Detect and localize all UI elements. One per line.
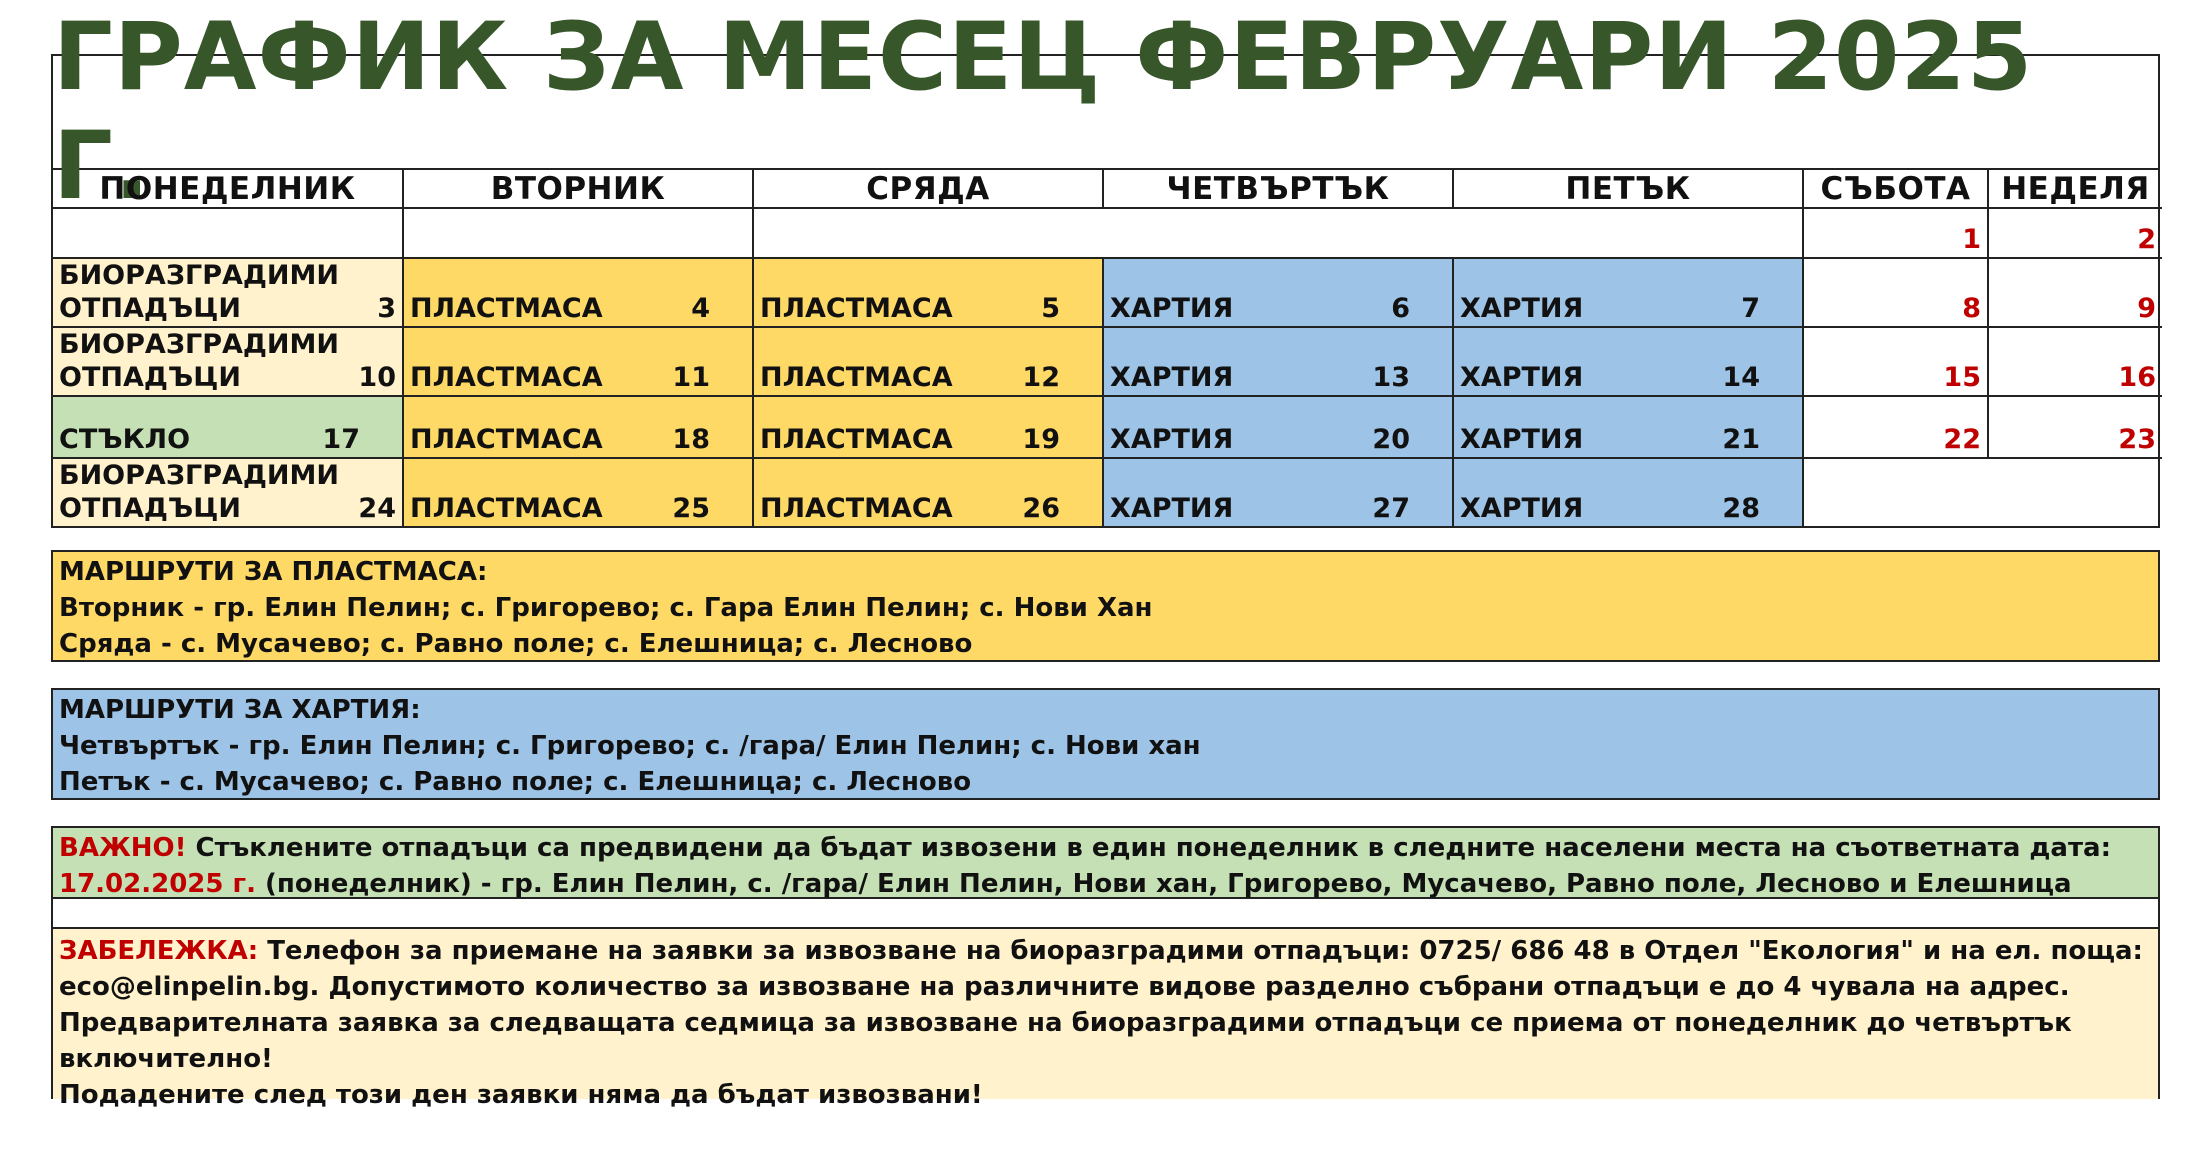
- day-number: 4: [691, 293, 710, 324]
- day-number: 6: [1391, 293, 1410, 324]
- plastic-route-tuesday: Вторник - гр. Елин Пелин; с. Григорево; с. Гара Елин Пелин; с. Нови Хан: [59, 593, 1153, 623]
- empty-day-cell: [753, 208, 1803, 258]
- day-cell-biowaste: [53, 327, 403, 396]
- waste-type-label: ХАРТИЯ: [1460, 424, 1584, 455]
- day-cell-plastic: [753, 258, 1103, 327]
- empty-day-cell: [403, 208, 753, 258]
- waste-type-label: ХАРТИЯ: [1110, 424, 1234, 455]
- remark: [53, 929, 2158, 1117]
- day-cell-biowaste: [53, 458, 403, 526]
- waste-type-label: ПЛАСТМАСА: [760, 493, 953, 524]
- day-cell-saturday: [1803, 258, 1988, 327]
- waste-type-label: ПЛАСТМАСА: [760, 424, 953, 455]
- day-cell-plastic: [753, 396, 1103, 458]
- empty-day-cell: [1803, 458, 2162, 526]
- waste-type-label: ПЛАСТМАСА: [760, 293, 953, 324]
- waste-type-label: ХАРТИЯ: [1110, 293, 1234, 324]
- day-number: 25: [672, 493, 710, 524]
- day-cell-saturday: [1803, 396, 1988, 458]
- day-cell-sunday: [1988, 208, 2162, 258]
- plastic-route-wednesday: Сряда - с. Мусачево; с. Равно поле; с. Елешница; с. Лесново: [59, 629, 973, 659]
- day-cell-paper: [1453, 258, 1803, 327]
- day-number: 7: [1741, 293, 1760, 324]
- day-number: 21: [1722, 424, 1760, 455]
- day-number: 11: [672, 362, 710, 393]
- day-number: 1: [1962, 224, 1981, 255]
- day-cell-glass: [53, 396, 403, 458]
- waste-type-label: ПЛАСТМАСА: [760, 362, 953, 393]
- day-cell-saturday: [1803, 327, 1988, 396]
- plastic-routes-heading: МАРШРУТИ ЗА ПЛАСТМАСА:: [59, 557, 488, 587]
- day-number: 13: [1372, 362, 1410, 393]
- day-number: 22: [1943, 424, 1981, 455]
- plastic-routes-box: [51, 550, 2160, 662]
- day-number: 28: [1722, 493, 1760, 524]
- waste-type-label: ХАРТИЯ: [1460, 362, 1584, 393]
- day-number: 16: [2118, 362, 2156, 393]
- waste-type-label: БИОРАЗГРАДИМИ ОТПАДЪЦИ: [59, 260, 339, 324]
- remark-line-1: Телефон за приемане на заявки за извозване на биоразградими отпадъци: 0725/ 686 48 в Отдел "Екология" и на ел. поща:: [258, 936, 2143, 966]
- day-number: 17: [322, 424, 360, 455]
- waste-type-label: ПЛАСТМАСА: [410, 493, 603, 524]
- day-header-thursday: ЧЕТВЪРТЪК: [1103, 170, 1453, 208]
- day-number: 8: [1962, 293, 1981, 324]
- remark-label: ЗАБЕЛЕЖКА:: [59, 936, 259, 966]
- day-cell-plastic: [403, 327, 753, 396]
- day-header-monday: ПОНЕДЕЛНИК: [53, 170, 403, 208]
- week-row-3: [53, 396, 2162, 458]
- calendar-table: [53, 170, 2162, 526]
- paper-routes-box: [51, 688, 2160, 800]
- day-cell-paper: [1103, 458, 1453, 526]
- waste-type-label: ХАРТИЯ: [1460, 493, 1584, 524]
- waste-type-label: ХАРТИЯ: [1460, 293, 1584, 324]
- schedule-calendar: [51, 3, 2160, 528]
- day-header-sunday: НЕДЕЛЯ: [1988, 170, 2162, 208]
- important-notice: [53, 828, 2158, 899]
- day-cell-paper: [1103, 327, 1453, 396]
- week-row-4: [53, 458, 2162, 526]
- remark-line-4: Подадените след този ден заявки няма да бъдат извозвани!: [59, 1080, 983, 1110]
- waste-type-label: БИОРАЗГРАДИМИ ОТПАДЪЦИ: [59, 460, 339, 524]
- day-cell-paper: [1453, 458, 1803, 526]
- day-cell-sunday: [1988, 396, 2162, 458]
- day-number: 23: [2118, 424, 2156, 455]
- paper-route-thursday: Четвъртък - гр. Елин Пелин; с. Григорево; с. /гара/ Елин Пелин; с. Нови хан: [59, 731, 1201, 761]
- waste-type-label: ПЛАСТМАСА: [410, 362, 603, 393]
- waste-type-label: ПЛАСТМАСА: [410, 293, 603, 324]
- paper-route-friday: Петък - с. Мусачево; с. Равно поле; с. Елешница; с. Лесново: [59, 767, 972, 797]
- day-header-friday: ПЕТЪК: [1453, 170, 1803, 208]
- glass-collection-places: (понеделник) - гр. Елин Пелин, с. /гара/ Елин Пелин, Нови хан, Григорево, Мусачево, Равно поле, Лесново и Елешница: [256, 869, 2072, 899]
- week-row-1: [53, 258, 2162, 327]
- paper-routes-heading: МАРШРУТИ ЗА ХАРТИЯ:: [59, 695, 421, 725]
- day-number: 5: [1041, 293, 1060, 324]
- notes-box: [51, 826, 2160, 1110]
- day-header-wednesday: СРЯДА: [753, 170, 1103, 208]
- day-cell-paper: [1453, 396, 1803, 458]
- week-row-2: [53, 327, 2162, 396]
- day-number: 3: [377, 293, 396, 324]
- day-cell-plastic: [403, 458, 753, 526]
- waste-type-label: СТЪКЛО: [59, 424, 191, 455]
- day-number: 2: [2137, 224, 2156, 255]
- waste-type-label: ХАРТИЯ: [1110, 362, 1234, 393]
- remark-line-2: eco@elinpelin.bg. Допустимото количество за извозване на различните видове разделно събрани отпадъци е до 4 чувала на адрес.: [59, 972, 2070, 1002]
- day-cell-sunday: [1988, 258, 2162, 327]
- day-cell-paper: [1103, 396, 1453, 458]
- day-number: 24: [358, 493, 396, 524]
- day-header-saturday: СЪБОТА: [1803, 170, 1988, 208]
- waste-type-label: БИОРАЗГРАДИМИ ОТПАДЪЦИ: [59, 329, 339, 393]
- day-number: 9: [2137, 293, 2156, 324]
- day-number: 26: [1022, 493, 1060, 524]
- week-row-0: [53, 208, 2162, 258]
- remark-line-3: Предварителната заявка за следващата седмица за извозване на биоразградими отпадъци се приема от понеделник до четвъртък включително!: [59, 1008, 2072, 1074]
- day-number: 10: [358, 362, 396, 393]
- divider: [53, 899, 2158, 929]
- day-cell-sunday: [1988, 327, 2162, 396]
- important-label: ВАЖНО!: [59, 833, 187, 863]
- day-number: 19: [1022, 424, 1060, 455]
- day-header-tuesday: ВТОРНИК: [403, 170, 753, 208]
- day-cell-plastic: [403, 258, 753, 327]
- day-cell-paper: [1103, 258, 1453, 327]
- day-cell-plastic: [403, 396, 753, 458]
- day-number: 15: [1943, 362, 1981, 393]
- waste-type-label: ХАРТИЯ: [1110, 493, 1234, 524]
- empty-day-cell: [53, 208, 403, 258]
- day-cell-plastic: [753, 458, 1103, 526]
- waste-type-label: ПЛАСТМАСА: [410, 424, 603, 455]
- day-cell-plastic: [753, 327, 1103, 396]
- glass-collection-date: 17.02.2025 г.: [59, 869, 256, 899]
- important-text: Стъклените отпадъци са предвидени да бъдат извозени в един понеделник в следните населени места на съответната дата:: [186, 833, 2111, 863]
- day-number: 14: [1722, 362, 1760, 393]
- day-number: 20: [1372, 424, 1410, 455]
- day-cell-paper: [1453, 327, 1803, 396]
- day-cell-saturday: [1803, 208, 1988, 258]
- day-cell-biowaste: [53, 258, 403, 327]
- day-number: 18: [672, 424, 710, 455]
- page-title: ГРАФИК ЗА МЕСЕЦ ФЕВРУАРИ 2025 Г.: [53, 56, 2158, 170]
- day-number: 27: [1372, 493, 1410, 524]
- day-number: 12: [1022, 362, 1060, 393]
